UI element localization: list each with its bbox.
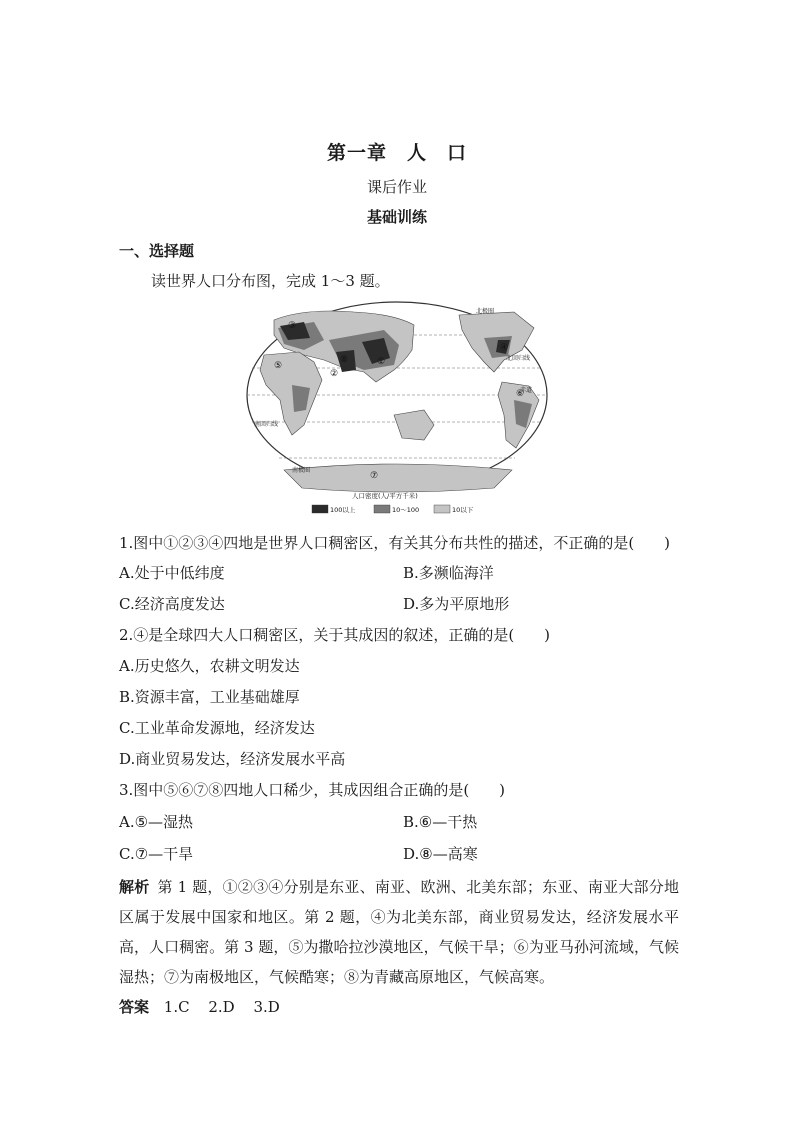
marker-7: ⑦ xyxy=(370,471,379,481)
question-intro: 读世界人口分布图，完成 1～3 题。 xyxy=(151,272,390,290)
question-1-option-d[interactable]: D.多为平原地形 xyxy=(403,595,510,613)
label-arctic: 北极圈 xyxy=(476,308,495,315)
marker-2: ② xyxy=(330,369,339,379)
question-2-option-b[interactable]: B.资源丰富，工业基础雄厚 xyxy=(119,688,300,706)
legend-label-low: 10以下 xyxy=(452,506,474,514)
legend-swatch-medium xyxy=(374,505,390,513)
answer-block xyxy=(119,996,294,1017)
analysis-block xyxy=(119,872,679,992)
marker-4: ④ xyxy=(500,343,509,353)
question-2-stem: 2.④是全球四大人口稠密区，关于其成因的叙述，正确的是( ) xyxy=(119,626,551,644)
question-3-stem: 3.图中⑤⑥⑦⑧四地人口稀少，其成因组合正确的是( ) xyxy=(119,781,506,799)
legend-label-high: 100以上 xyxy=(330,506,356,514)
analysis-text: 第 1 题，①②③④分别是东亚、南亚、欧洲、北美东部；东亚、南亚大部分地区属于发展中国家和地区。第 2 题，④为北美东部，商业贸易发达，经济发展水平高，人口稠密。第 3 题，⑤为撒哈拉沙漠地区，气候干旱；⑥为亚马孙河流域，气候湿热；⑦为南极地区，气候酷寒；⑧为青藏高原地区，气候高寒。 xyxy=(119,878,679,986)
question-2-option-d[interactable]: D.商业贸易发达，经济发展水平高 xyxy=(119,750,346,768)
question-1-option-c[interactable]: C.经济高度发达 xyxy=(119,595,225,613)
page-subtitle-level: 基础训练 xyxy=(366,208,427,226)
marker-1: ① xyxy=(377,357,386,367)
legend-swatch-high xyxy=(312,505,328,513)
answer-item-1: 1.C xyxy=(163,998,190,1016)
world-population-map xyxy=(244,300,550,520)
marker-8: ⑧ xyxy=(340,355,349,365)
question-3-option-a[interactable]: A.⑤—湿热 xyxy=(119,813,194,831)
question-2-option-c[interactable]: C.工业革命发源地，经济发达 xyxy=(119,719,315,737)
question-1-stem: 1.图中①②③④四地是世界人口稠密区，有关其分布共性的描述，不正确的是( ) xyxy=(119,534,671,552)
antarctica-land xyxy=(284,464,512,492)
answer-item-2: 2.D xyxy=(208,998,235,1016)
question-3-option-c[interactable]: C.⑦—干旱 xyxy=(119,845,194,863)
answer-label: 答案 xyxy=(119,998,150,1016)
page-subtitle: 课后作业 xyxy=(366,178,427,196)
analysis-label: 解析 xyxy=(119,878,150,896)
page-title: 第一章 人 口 xyxy=(326,142,467,164)
question-3-option-b[interactable]: B.⑥—干热 xyxy=(403,813,478,831)
answer-item-3: 3.D xyxy=(253,998,280,1016)
marker-3: ③ xyxy=(288,321,297,331)
legend-title: 人口密度(人/平方千米) xyxy=(352,492,418,500)
label-antarctic: 南极圈 xyxy=(292,467,311,474)
legend-swatch-low xyxy=(434,505,450,513)
label-tropic-north: 北回归线 xyxy=(506,355,531,362)
legend-label-medium: 10～100 xyxy=(392,506,420,514)
question-3-option-d[interactable]: D.⑧—高寒 xyxy=(403,845,478,863)
label-tropic-south: 南回归线 xyxy=(254,421,279,428)
question-1-option-a[interactable]: A.处于中低纬度 xyxy=(119,564,225,582)
marker-5: ⑤ xyxy=(274,361,283,371)
question-2-option-a[interactable]: A.历史悠久，农耕文明发达 xyxy=(119,657,300,675)
question-1-option-b[interactable]: B.多濒临海洋 xyxy=(403,564,494,582)
label-equator: 赤道 xyxy=(520,387,533,394)
section-title: 一、选择题 xyxy=(119,242,195,260)
marker-6: ⑥ xyxy=(516,389,525,399)
